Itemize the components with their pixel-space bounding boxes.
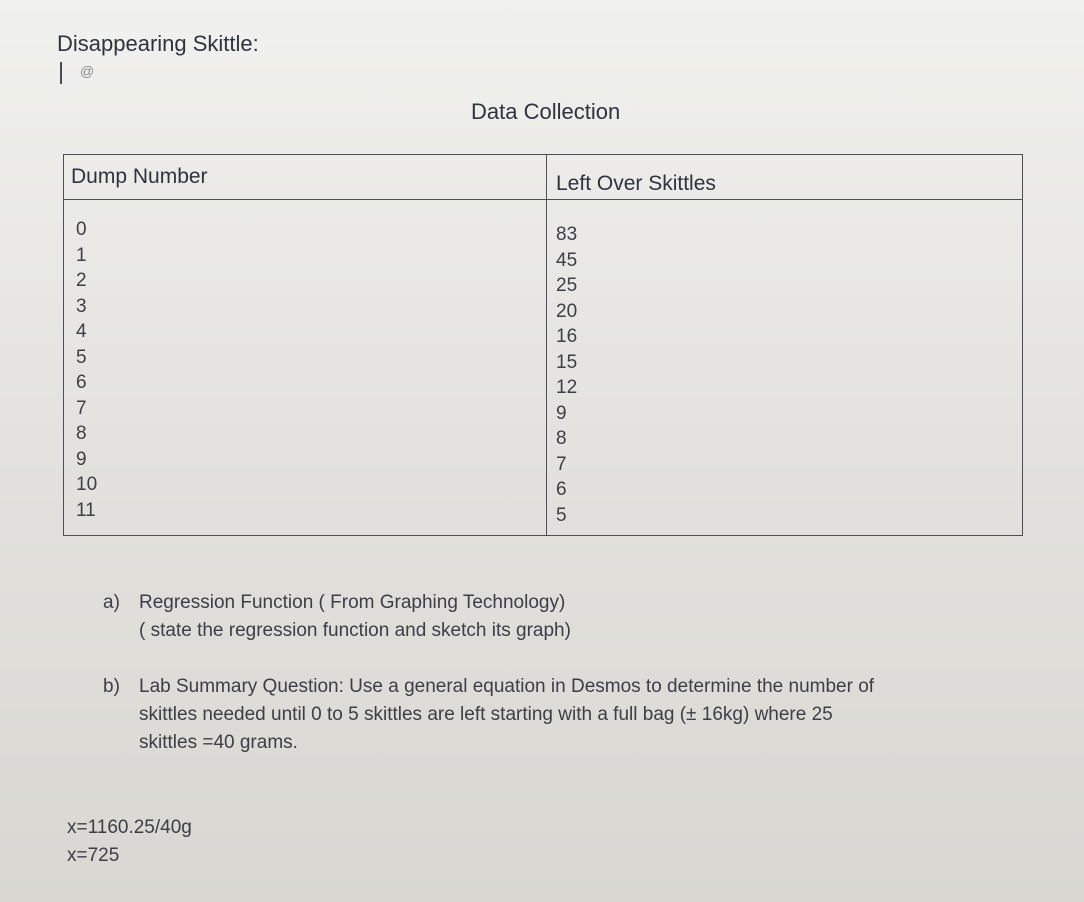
- dump-number-cell: 7: [76, 397, 87, 419]
- dump-number-header: Dump Number: [71, 165, 208, 188]
- left-over-cell: 45: [556, 249, 578, 271]
- answer-block: [67, 814, 192, 870]
- question-b-body: [139, 673, 999, 757]
- question-a-line: ( state the regression function and sketch its graph): [139, 620, 571, 641]
- dump-number-cell: 11: [76, 499, 96, 521]
- left-over-cell: 5: [556, 504, 567, 526]
- question-a-marker: a): [103, 592, 120, 613]
- left-over-cell: 20: [556, 300, 578, 322]
- data-table: [63, 154, 1023, 536]
- section-title: Data Collection: [471, 99, 621, 124]
- left-over-cell: 16: [556, 326, 578, 347]
- answer-line: x=725: [67, 845, 120, 866]
- question-b-line: skittles needed until 0 to 5 skittles are left starting with a full bag (± 16kg) where 25: [139, 704, 833, 725]
- dump-number-cell: 8: [76, 423, 87, 444]
- question-b-line: Lab Summary Question: Use a general equation in Desmos to determine the number of: [139, 676, 875, 697]
- document-title: Disappearing Skittle:: [57, 31, 259, 56]
- left-over-cell: 8: [556, 428, 567, 449]
- dump-number-cell: 1: [76, 244, 87, 266]
- left-over-cell: 6: [556, 479, 567, 500]
- dump-number-column: [64, 155, 547, 535]
- dump-number-cell: 6: [76, 372, 87, 393]
- left-over-cell: 7: [556, 453, 567, 475]
- question-a-body: [139, 589, 571, 645]
- dump-number-cell: 0: [76, 219, 87, 240]
- dump-number-cell: 3: [76, 295, 87, 317]
- dump-number-cell: 5: [76, 346, 87, 368]
- dump-number-cell: 2: [76, 270, 87, 291]
- left-over-cell: 9: [556, 402, 567, 424]
- question-b-line: skittles =40 grams.: [139, 732, 298, 753]
- left-over-cell: 25: [556, 275, 578, 296]
- header-rule: [64, 199, 1022, 200]
- left-over-column: [547, 155, 1022, 535]
- answer-line: x=1160.25/40g: [67, 817, 192, 838]
- left-over-cell: 83: [556, 224, 578, 245]
- left-over-values: [556, 222, 577, 528]
- dump-number-cell: 10: [76, 474, 98, 495]
- dump-number-cell: 4: [76, 321, 87, 342]
- question-b-marker: b): [103, 676, 120, 697]
- dump-number-cell: 9: [76, 448, 87, 470]
- left-over-cell: 12: [556, 377, 578, 398]
- question-a-line: Regression Function ( From Graphing Technology): [139, 592, 566, 613]
- at-sign: @: [80, 63, 95, 79]
- text-cursor: [60, 62, 62, 84]
- dump-number-values: [76, 217, 97, 523]
- left-over-cell: 15: [556, 351, 578, 373]
- left-over-header: Left Over Skittles: [556, 172, 716, 195]
